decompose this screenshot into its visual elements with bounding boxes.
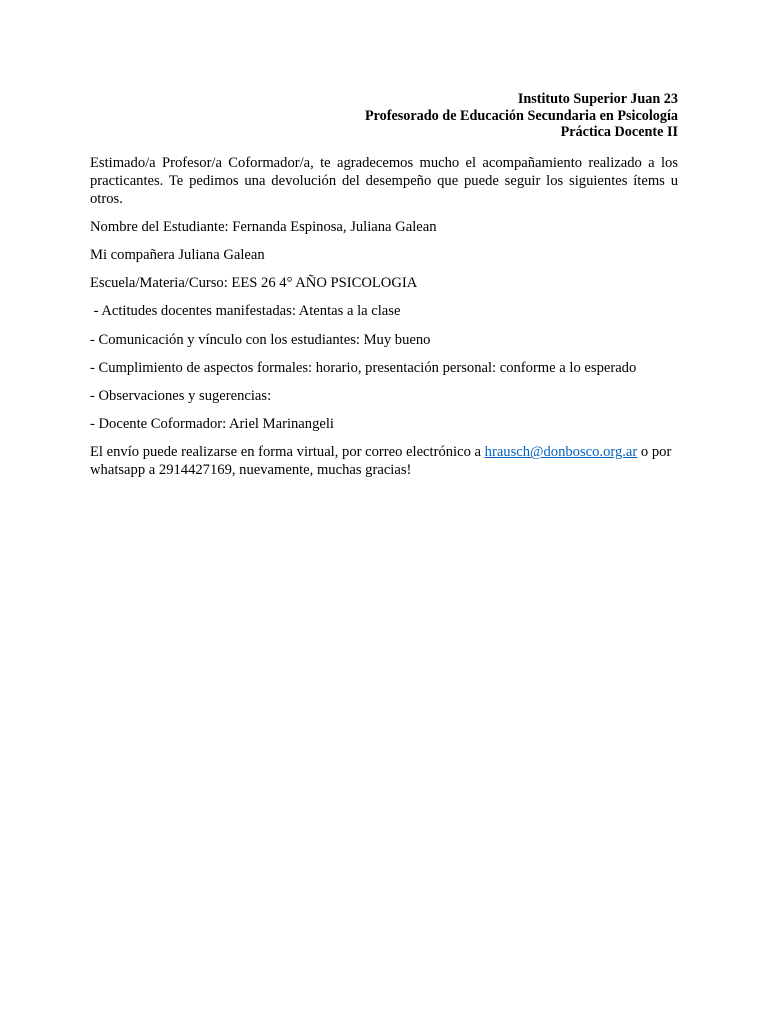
closing-text-after: o por whatsapp a 2914427169, nuevamente, muchas gracias! xyxy=(90,444,672,479)
intro-paragraph: Estimado/a Profesor/a Coformador/a, te agradecemos mucho el acompañamiento realizado a los practicantes. Te pedimos una devolución del desempeño que puede seguir los siguientes ítems u otros. xyxy=(90,154,678,207)
attitudes-item: - Actitudes docentes manifestadas: Atentas a la clase xyxy=(90,303,401,320)
course-name: Práctica Docente II xyxy=(560,124,678,141)
email-link[interactable]: hrausch@donbosco.org.ar xyxy=(484,444,638,461)
document-content xyxy=(90,91,678,489)
coformador-item: - Docente Coformador: Ariel Marinangeli xyxy=(90,416,334,433)
student-name-line: Nombre del Estudiante: Fernanda Espinosa, Juliana Galean xyxy=(90,218,437,235)
observations-item: - Observaciones y sugerencias: xyxy=(90,387,272,404)
closing-text-before: El envío puede realizarse en forma virtual, por correo electrónico a xyxy=(90,444,485,461)
partner-line: Mi compañera Juliana Galean xyxy=(90,246,265,263)
compliance-item: - Cumplimiento de aspectos formales: horario, presentación personal: conforme a lo esperado xyxy=(90,359,637,376)
school-line: Escuela/Materia/Curso: EES 26 4° AÑO PSICOLOGIA xyxy=(90,275,418,292)
closing-paragraph xyxy=(90,443,678,479)
communication-item: - Comunicación y vínculo con los estudiantes: Muy bueno xyxy=(90,331,431,348)
program-name: Profesorado de Educación Secundaria en Psicología xyxy=(364,107,678,124)
document-header xyxy=(90,91,678,141)
institution-name: Instituto Superior Juan 23 xyxy=(517,91,678,107)
